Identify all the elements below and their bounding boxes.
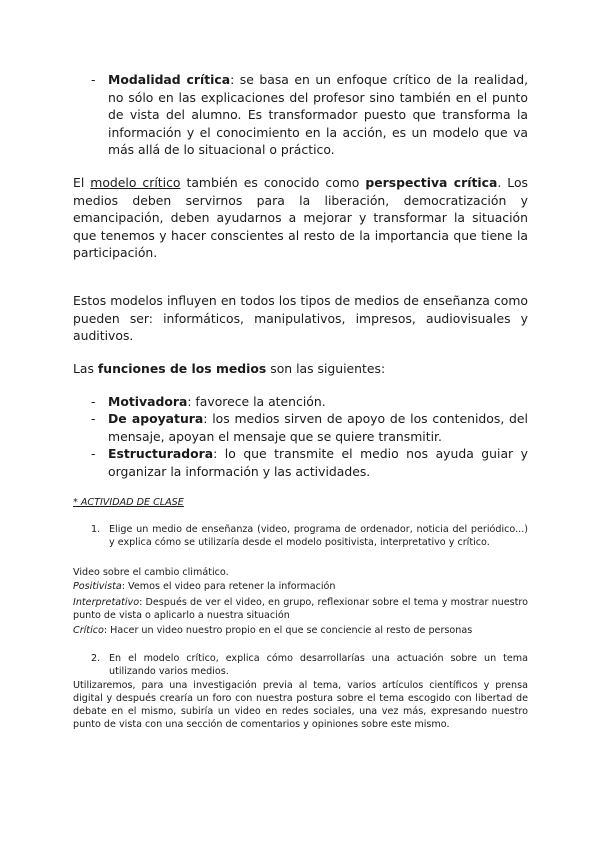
text-run: : Hacer un video nuestro propio en el que se conciencie al resto de personas xyxy=(103,625,473,636)
bullet-modalidad-critica xyxy=(108,71,528,159)
label-positivista: Positivista xyxy=(73,581,122,592)
bullet-text: : se basa en un enfoque crítico de la realidad, no sólo en las explicaciones del profesor sino también en el punto de vista del alumno. Es transformador puesto que transforma la información y el conocimiento en la acción, es un modelo que va más allá de lo situacional o práctico. xyxy=(108,72,529,158)
bullet-text: : lo que transmite el medio nos ayuda guiar y organizar la información y las actividades. xyxy=(108,446,528,479)
bullet-text: : los medios sirven de apoyo de los contenidos, del mensaje, apoyan el mensaje que se quiere transmitir. xyxy=(108,411,528,444)
text-run: . Los medios deben servirnos para la liberación, democratización y emancipación, deben ayudarnos a mejorar y transformar la situación que tenemos y hacer conscientes al resto de la importancia que tiene la participación. xyxy=(73,175,528,261)
answer-1-critico xyxy=(73,624,528,637)
text-run: El xyxy=(73,175,91,190)
question-1: Elige un medio de enseñanza (video, programa de ordenador, noticia del periódico...) y explica cómo se utilizaría desde el modelo positivista, interpretativo y crítico. xyxy=(109,524,528,548)
heading-text: * ACTIVIDAD DE CLASE xyxy=(73,497,184,508)
text-run: : Después de ver el video, en grupo, reflexionar sobre el tema y mostrar nuestro punto de vista o aplicarlo a nuestra situación xyxy=(73,597,528,621)
answer-1-positivista xyxy=(73,580,528,593)
bullet-text: : favorece la atención. xyxy=(187,394,326,409)
paragraph-modelo-critico xyxy=(73,174,528,262)
link-modelo-critico[interactable]: modelo crítico xyxy=(90,175,181,190)
paragraph-estos-modelos: Estos modelos influyen en todos los tipos de medios de enseñanza como pueden ser: informáticos, manipulativos, impresos, audiovisuales y auditivos. xyxy=(73,293,528,344)
list-item-estructuradora xyxy=(108,445,528,480)
bullet-marker: - xyxy=(91,394,96,409)
term-modalidad-critica: Modalidad crítica xyxy=(108,72,231,87)
label-critico: Crítico xyxy=(73,625,104,636)
paragraph-funciones-intro xyxy=(73,360,528,378)
text-run: : Vemos el video para retener la información xyxy=(121,581,336,592)
text-run: son las siguientes: xyxy=(266,361,386,376)
text-run: también es conocido como xyxy=(180,175,366,190)
list-item-apoyatura xyxy=(108,410,528,445)
label-interpretativo: Interpretativo xyxy=(73,597,140,608)
term-funciones: funciones de los medios xyxy=(97,361,267,376)
bullet-marker: - xyxy=(91,446,96,461)
term-apoyatura: De apoyatura xyxy=(108,411,204,426)
term-perspectiva-critica: perspectiva crítica xyxy=(365,175,498,190)
bullet-marker: - xyxy=(91,411,96,426)
term-estructuradora: Estructuradora xyxy=(108,446,214,461)
text-run: Las xyxy=(73,361,98,376)
term-motivadora: Motivadora xyxy=(108,394,188,409)
actividad-heading xyxy=(73,496,528,509)
answer-1-line: Video sobre el cambio climático. xyxy=(73,567,229,578)
question-number: 2. xyxy=(91,653,101,664)
question-number: 1. xyxy=(91,524,101,535)
bullet-marker: - xyxy=(91,72,96,87)
answer-1-interpretativo xyxy=(73,596,528,622)
list-item-motivadora xyxy=(108,393,528,411)
question-2: En el modelo crítico, explica cómo desarrollarías una actuación sobre un tema utilizando varios medios. xyxy=(109,653,528,677)
answer-2: Utilizaremos, para una investigación previa al tema, varios artículos científicos y prensa digital y después crearía un foro con nuestra postura sobre el tema escogido con libertad de debate en el mismo, subiría un video en redes sociales, una vez más, expresando nuestro punto de vista con una sección de comentarios y opiniones sobre este mismo. xyxy=(73,680,528,730)
